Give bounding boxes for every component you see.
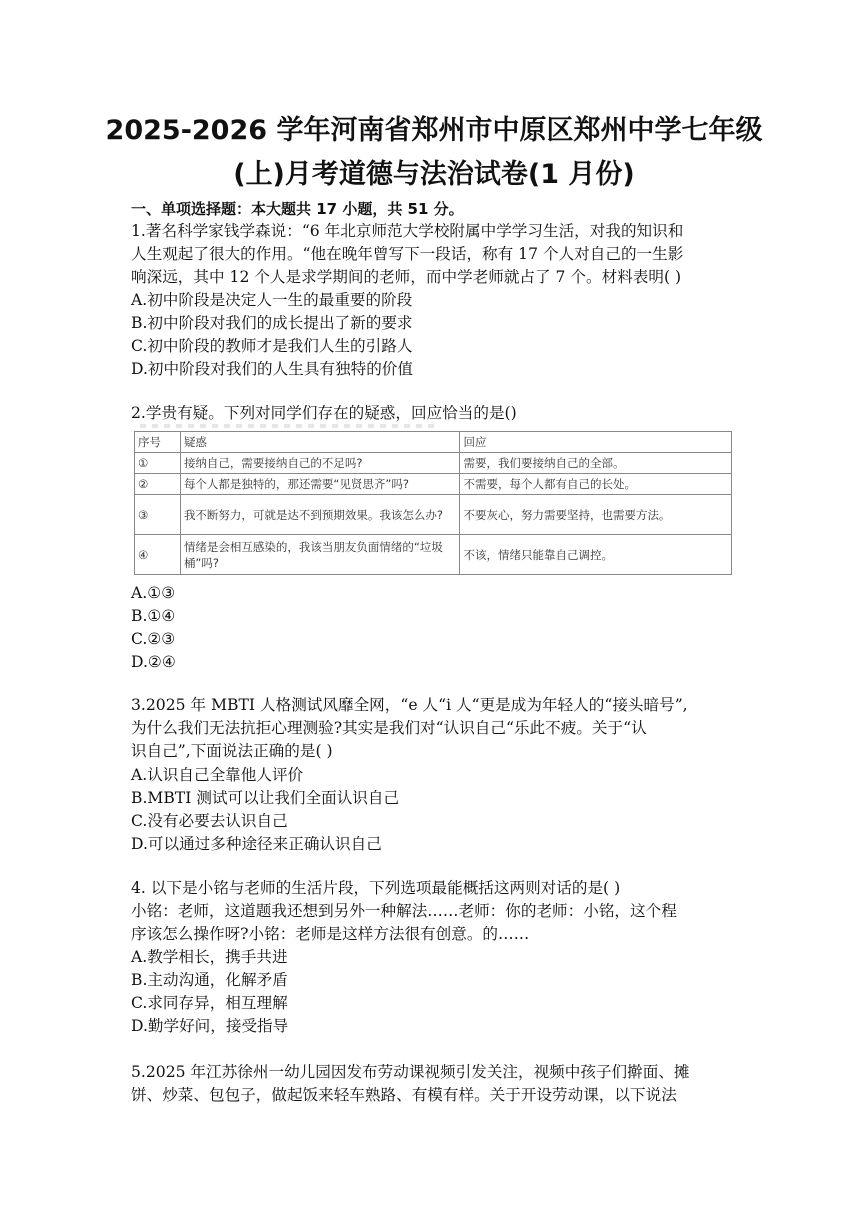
table-row	[135, 535, 732, 575]
section-heading: 一、单项选择题：本大题共 17 小题，共 51 分。	[131, 200, 464, 218]
q3-option-a: A.认识自己全靠他人评价	[131, 766, 304, 784]
exam-title-line1: 2025-2026 学年河南省郑州市中原区郑州中学七年级	[105, 115, 763, 146]
exam-title-line2: (上)月考道德与法治试卷(1 月份)	[233, 159, 635, 190]
table-header-cell: 序号	[135, 432, 181, 453]
q1-stem-line: 响深远，其中 12 个人是求学期间的老师，而中学老师就占了 7 个。材料表明( )	[131, 268, 682, 286]
table-row	[135, 453, 732, 474]
table-cell: ③	[135, 495, 181, 535]
table-cell: ①	[135, 453, 181, 474]
q4-stem-line: 序该怎么操作呀?小铭：老师是这样方法很有创意。的……	[131, 925, 530, 943]
table-cell: ④	[135, 535, 181, 575]
q1-option-d: D.初中阶段对我们的人生具有独特的价值	[131, 360, 413, 378]
table-header-row	[135, 432, 732, 453]
q3-option-b: B.MBTI 测试可以让我们全面认识自己	[131, 789, 400, 807]
q2-option-a: A.①③	[131, 584, 176, 602]
q3-stem-line: 识自己”,下面说法正确的是( )	[131, 742, 333, 760]
q1-option-b: B.初中阶段对我们的成长提出了新的要求	[131, 314, 413, 332]
table-cell: 不需要，每个人都有自己的长处。	[460, 474, 732, 495]
table-cell: 情绪是会相互感染的，我该当朋友负面情绪的“垃圾桶”吗?	[180, 535, 460, 575]
q2-option-d: D.②④	[131, 653, 176, 671]
table-cell: 每个人都是独特的，那还需要“见贤思齐”吗?	[180, 474, 460, 495]
table-cell: 需要，我们要接纳自己的全部。	[460, 453, 732, 474]
q4-option-b: B.主动沟通，化解矛盾	[131, 971, 288, 989]
q4-option-a: A.教学相长，携手共进	[131, 948, 288, 966]
table-header-cell: 回应	[460, 432, 732, 453]
q3-stem-line: 3.2025 年 MBTI 人格测试风靡全网，“e 人“i 人“更是成为年轻人的“接头暗号”,	[131, 696, 688, 714]
table-row	[135, 495, 732, 535]
table-cell: 接纳自己，需要接纳自己的不足吗?	[180, 453, 460, 474]
q1-option-c: C.初中阶段的教师才是我们人生的引路人	[131, 337, 413, 355]
table-header-cell: 疑惑	[180, 432, 460, 453]
scan-artifact	[140, 424, 440, 428]
q5-stem-line: 饼、炒菜、包包子，做起饭来轻车熟路、有模有样。关于开设劳动课，以下说法	[131, 1086, 677, 1104]
q1-option-a: A.初中阶段是决定人一生的最重要的阶段	[131, 291, 413, 309]
q4-option-d: D.勤学好问，接受指导	[131, 1017, 289, 1035]
table-cell: 不要灰心，努力需要坚持，也需要方法。	[460, 495, 732, 535]
table-cell: 我不断努力，可就是达不到预期效果。我该怎么办?	[180, 495, 460, 535]
q1-stem-line: 1.著名科学家钱学森说：“6 年北京师范大学校附属中学学习生活，对我的知识和	[131, 222, 684, 240]
q3-option-c: C.没有必要去认识自己	[131, 812, 288, 830]
q3-option-d: D.可以通过多种途径来正确认识自己	[131, 835, 382, 853]
q4-stem-line: 4. 以下是小铭与老师的生活片段，下列选项最能概括这两则对话的是( )	[131, 879, 621, 897]
q2-stem: 2.学贵有疑。下列对同学们存在的疑惑，回应恰当的是()	[131, 404, 517, 422]
q4-stem-line: 小铭：老师，这道题我还想到另外一种解法……老师：你的老师：小铭，这个程	[131, 902, 677, 920]
q5-stem-line: 5.2025 年江苏徐州一幼儿园因发布劳动课视频引发关注，视频中孩子们擀面、摊	[131, 1063, 690, 1081]
table-cell: ②	[135, 474, 181, 495]
table-row	[135, 474, 732, 495]
q2-option-b: B.①④	[131, 607, 176, 625]
q2-table	[134, 431, 732, 575]
q1-stem-line: 人生观起了很大的作用。“他在晚年曾写下一段话，称有 17 个人对自己的一生影	[131, 245, 684, 263]
q3-stem-line: 为什么我们无法抗拒心理测验?其实是我们对“认识自己“乐此不疲。关于“认	[131, 719, 647, 737]
q2-option-c: C.②③	[131, 630, 176, 648]
table-cell: 不该，情绪只能靠自己调控。	[460, 535, 732, 575]
q4-option-c: C.求同存异，相互理解	[131, 994, 288, 1012]
